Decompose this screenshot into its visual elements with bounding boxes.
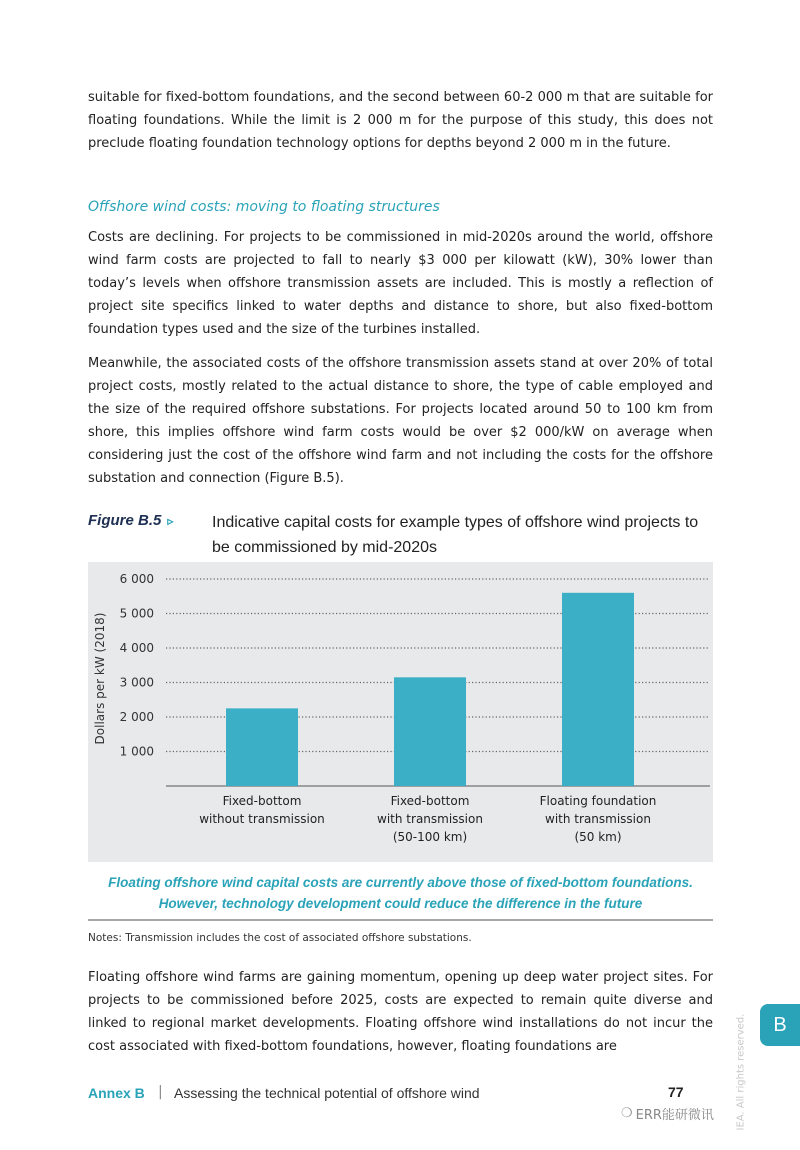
x-category-label: (50 km) <box>574 830 622 844</box>
bar <box>226 708 298 786</box>
x-category-label: without transmission <box>199 812 325 826</box>
caption-line-2: However, technology development could reduce the difference in the future <box>158 896 643 911</box>
page-number: 77 <box>668 1084 684 1100</box>
section-heading: Offshore wind costs: moving to floating structures <box>88 199 440 215</box>
x-category-label: with transmission <box>545 812 651 826</box>
x-category-label: Fixed-bottom <box>222 794 302 808</box>
footer-title: Assessing the technical potential of offshore wind <box>174 1085 480 1101</box>
footer-annex: Annex B <box>88 1085 145 1101</box>
paragraph-floating: Floating offshore wind farms are gaining momentum, opening up deep water project sites. For projects to be commissioned before 2025, costs are expected to remain quite diverse and linked to regional market developments. Floating offshore wind installations do not incur the cost associated with fixed-bottom foundations, however, floating foundations are <box>88 970 713 1054</box>
x-category-label: Floating foundation <box>539 794 657 808</box>
y-tick-label: 4 000 <box>119 641 154 655</box>
caption-line-1: Floating offshore wind capital costs are currently above those of fixed-bottom foundations. <box>108 875 693 890</box>
figure-label <box>88 512 173 529</box>
bar <box>394 677 466 786</box>
watermark-text: ERR能研微讯 <box>635 1108 714 1123</box>
figure-number: Figure B.5 <box>88 512 162 529</box>
y-tick-label: 1 000 <box>119 744 154 759</box>
figure-caption <box>88 872 713 914</box>
x-category-label: with transmission <box>377 812 483 826</box>
y-tick-label: 2 000 <box>119 710 154 724</box>
paragraph-costs: Costs are declining. For projects to be commissioned in mid-2020s around the world, offshore wind farm costs are projected to fall to nearly $3 000 per kilowatt (kW), 30% lower than today’s levels when offshore transmission assets are included. This is mostly a reflection of project site specifics linked to water depths and distance to shore, but also fixed-bottom foundation types used and the size of the turbines installed. <box>88 230 713 337</box>
x-category-label: (50-100 km) <box>392 830 468 844</box>
y-axis-label: Dollars per kW (2018) <box>93 612 107 745</box>
y-tick-label: 5 000 <box>119 606 154 621</box>
wechat-icon: ❍ <box>621 1106 633 1121</box>
bar-chart <box>88 562 713 862</box>
chart-svg <box>88 562 713 862</box>
paragraph-transmission: Meanwhile, the associated costs of the offshore transmission assets stand at over 20% of total project costs, mostly related to the actual distance to shore, the type of cable employed and the size of the required offshore substations. For projects located around 50 to 100 km from shore, this implies offshore wind farm costs would be over $2 000/kW on average when considering just the cost of the offshore wind farm and not including the costs for the offshore substation and connection (Figure B.5). <box>88 356 713 486</box>
watermark <box>621 1104 714 1123</box>
copyright-notice: IEA. All rights reserved. <box>735 1013 747 1131</box>
annex-tab: B <box>760 1004 800 1046</box>
y-tick-label: 3 000 <box>119 675 154 690</box>
figure-notes: Notes: Transmission includes the cost of associated offshore substations. <box>88 932 472 944</box>
figure-arrow-icon: ▹ <box>167 514 174 528</box>
figure-title: Indicative capital costs for example types of offshore wind projects to be commissioned by mid-2020s <box>212 514 699 556</box>
x-category-label: Fixed-bottom <box>390 794 470 808</box>
footer-separator: | <box>158 1084 163 1100</box>
caption-divider <box>88 919 713 921</box>
y-tick-label: 6 000 <box>119 572 154 586</box>
paragraph-intro: suitable for fixed-bottom foundations, and the second between 60-2 000 m that are suitable for floating foundations. While the limit is 2 000 m for the purpose of this study, this does not preclude floating foundation technology options for depths beyond 2 000 m in the future. <box>88 90 713 151</box>
bar <box>562 593 634 786</box>
